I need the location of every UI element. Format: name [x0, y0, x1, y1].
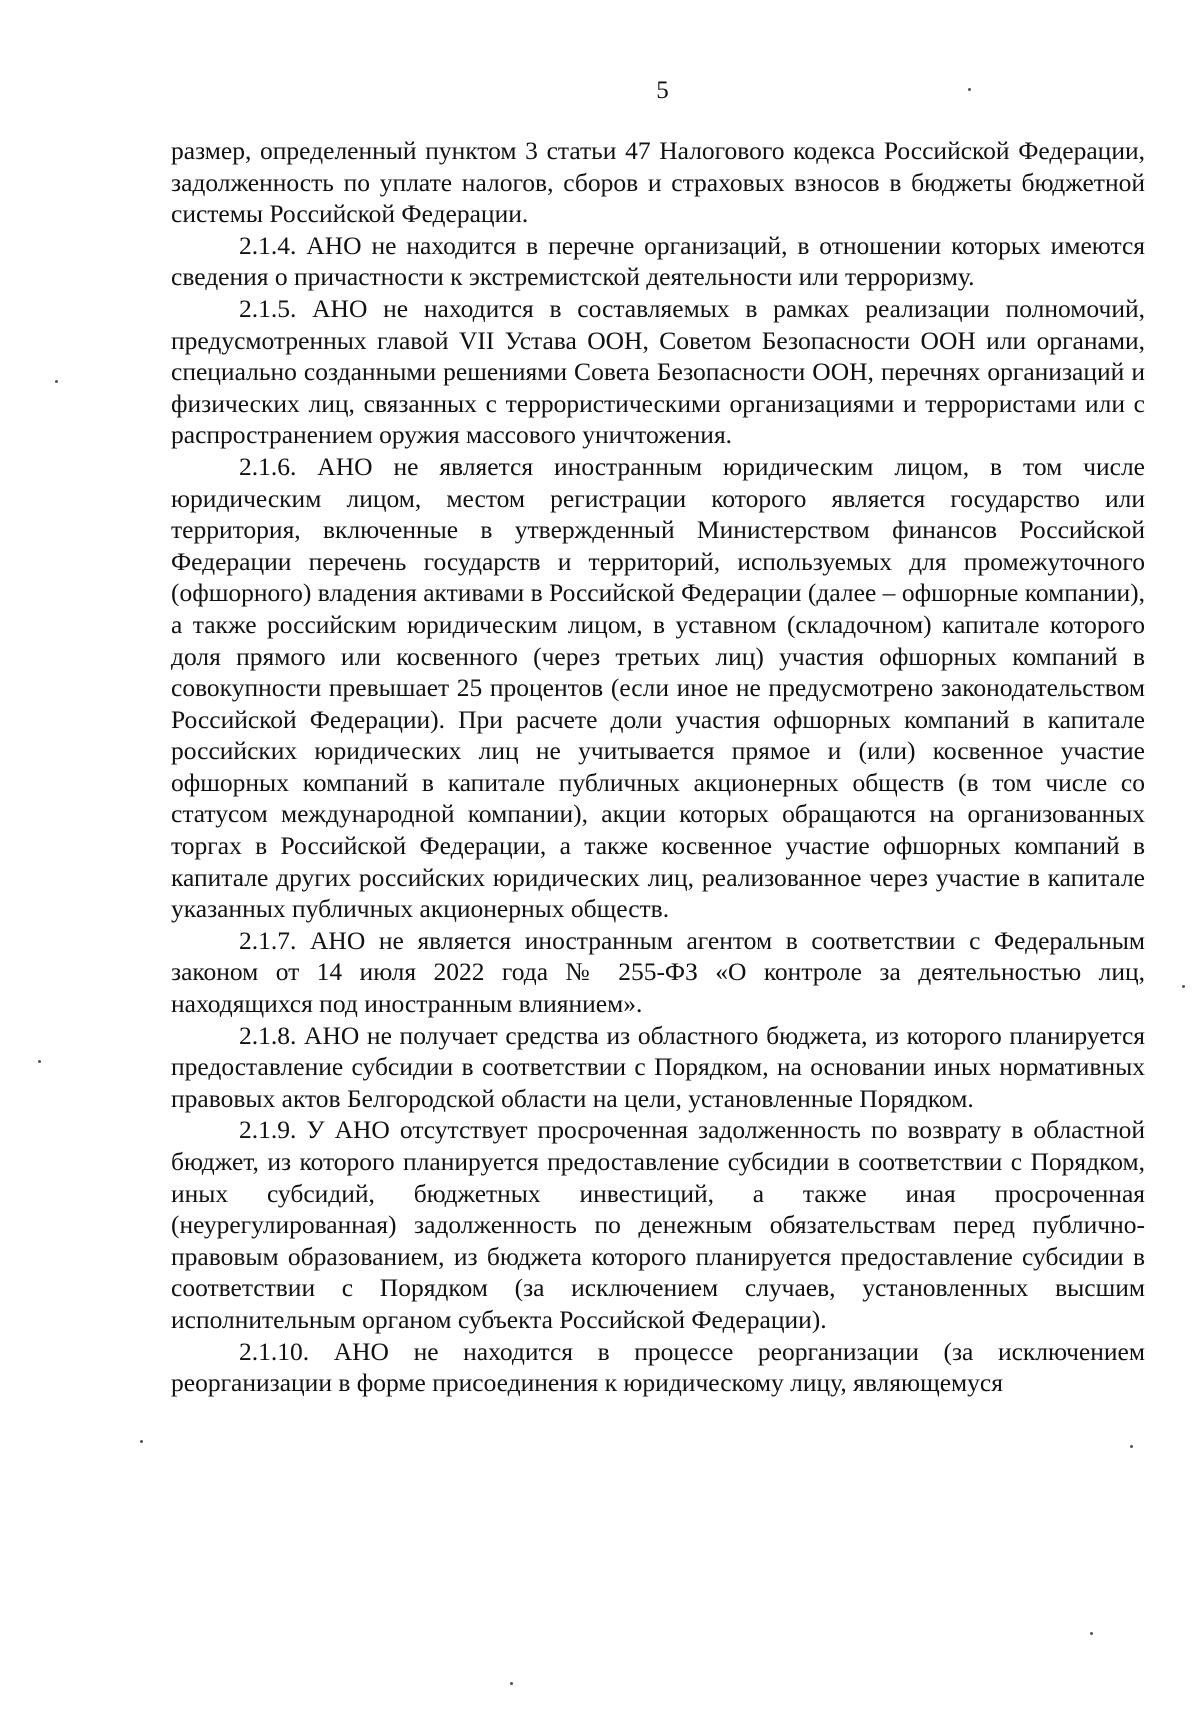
scan-speck: [968, 88, 971, 91]
paragraph-2-1-4: 2.1.4. АНО не находится в перечне организаций, в отношении которых имеются сведения о причастности к экстремистской деятельности или терроризму.: [171, 230, 1145, 292]
paragraph-2-1-6: 2.1.6. АНО не является иностранным юридическим лицом, в том числе юридическим лицом, местом регистрации которого является государство или территория, включенные в утвержденный Министерством финансов Российской Федерации перечень государств и территорий, используемых для промежуточного (офшорного) владения активами в Российской Федерации (далее – офшорные компании), а также российским юридическим лицом, в уставном (складочном) капитале которого доля прямого или косвенного (через третьих лиц) участия офшорных компаний в совокупности превышает 25 процентов (если иное не предусмотрено законодательством Российской Федерации). При расчете доли участия офшорных компаний в капитале российских юридических лиц не учитывается прямое и (или) косвенное участие офшорных компаний в капитале публичных акционерных обществ (в том числе со статусом международной компании), акции которых обращаются на организованных торгах в Российской Федерации, а также косвенное участие офшорных компаний в капитале других российских юридических лиц, реализованное через участие в капитале указанных публичных акционерных обществ.: [171, 451, 1145, 924]
scan-speck: [1130, 1445, 1133, 1448]
paragraph-2-1-9: 2.1.9. У АНО отсутствует просроченная задолженность по возврату в областной бюджет, из которого планируется предоставление субсидии в соответствии с Порядком, иных субсидий, бюджетных инвестиций, а также иная просроченная (неурегулированная) задолженность по денежным обязательствам перед публично-правовым образованием, из бюджета которого планируется предоставление субсидии в соответствии с Порядком (за исключением случаев, установленных высшим исполнительным органом субъекта Российской Федерации).: [171, 1115, 1145, 1334]
scan-speck: [55, 380, 58, 383]
paragraph-2-1-5: 2.1.5. АНО не находится в составляемых в рамках реализации полномочий, предусмотренных главой VII Устава ООН, Советом Безопасности ООН или органами, специально созданными решениями Совета Безопасности ООН, перечнях организаций и физических лиц, связанных с террористическими организациями и террористами или с распространением оружия массового уничтожения.: [171, 293, 1145, 450]
scan-speck: [38, 1060, 41, 1063]
paragraph-2-1-7: 2.1.7. АНО не является иностранным агентом в соответствии с Федеральным законом от 14 июля 2022 года № 255-ФЗ «О контроле за деятельностью лиц, находящихся под иностранным влиянием».: [171, 925, 1145, 1019]
paragraph-2-1-8: 2.1.8. АНО не получает средства из областного бюджета, из которого планируется предоставление субсидии в соответствии с Порядком, на основании иных нормативных правовых актов Белгородской области на цели, установленные Порядком.: [171, 1020, 1145, 1113]
scan-speck: [510, 1682, 513, 1685]
paragraph-continuation: размер, определенный пунктом 3 статьи 47 Налогового кодекса Российской Федерации, задолженность по уплате налогов, сборов и страховых взносов в бюджеты бюджетной системы Российской Федерации.: [171, 136, 1145, 229]
paragraph-2-1-10: 2.1.10. АНО не находится в процессе реорганизации (за исключением реорганизации в форме присоединения к юридическому лицу, являющемуся: [171, 1336, 1145, 1398]
scan-speck: [1182, 985, 1185, 988]
scan-speck: [140, 1440, 143, 1443]
document-body: [171, 135, 1145, 1399]
page-number: 5: [656, 77, 669, 104]
scan-speck: [1090, 1632, 1093, 1635]
